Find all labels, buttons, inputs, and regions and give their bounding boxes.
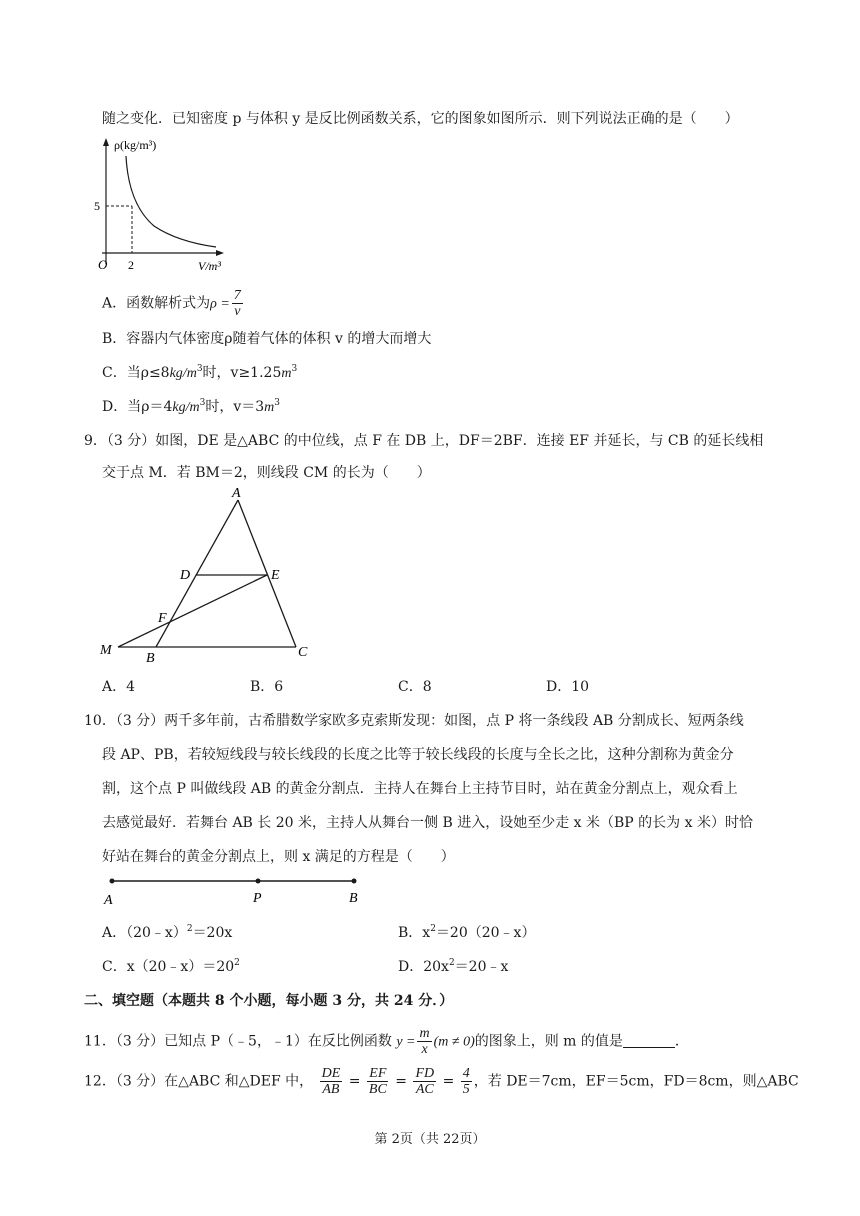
q10-line4: 去感觉最好．若舞台 AB 长 20 米，主持人从舞台一侧 B 进入，设她至少走 x 米（BP 的长为 x 米）时恰 xyxy=(102,815,753,831)
q9-triangle-figure xyxy=(96,484,326,664)
q9-option-a: A．4 xyxy=(102,679,136,695)
label-F: F xyxy=(158,611,167,626)
q8-option-a: A．函数解析式为ρ = $\frac{7}{v}$ xyxy=(102,288,241,319)
q8-option-d: D．当$\rho=4kg/m^3$时，$v=3m^3$ xyxy=(102,398,281,415)
graph-origin: O xyxy=(98,257,108,272)
graph-xlabel: V/m³ xyxy=(198,259,221,273)
q10-option-c: C．$x(20﹣x)=20^2$ xyxy=(102,958,240,975)
q11-answer-blank[interactable] xyxy=(623,1033,675,1048)
section-heading: 二、填空题（本题共 8 个小题，每小题 3 分，共 24 分．） xyxy=(84,993,454,1009)
q9-option-c: C．8 xyxy=(398,679,432,695)
q10-option-d: D．$20x^2=20﹣x$ xyxy=(398,958,509,975)
q9-option-d: D．10 xyxy=(546,679,590,695)
q8-stem-tail: 随之变化．已知密度 p 与体积 y 是反比例函数关系，它的图象如图所示．则下列说法正确的是（ ） xyxy=(102,111,739,127)
q12: 12．（3 分）在△ABC 和△DEF 中， $\frac{DE}{AB}$ = $\frac{EF}{BC}$ = $\frac{FD}{AC}$ = $\frac{4}{5}$ ，若 DE＝7cm，EF＝5cm，FD＝8cm，则△ABC xyxy=(84,1066,799,1097)
graph-ytick: 5 xyxy=(94,199,100,213)
q8-inverse-graph xyxy=(94,134,238,274)
graph-ylabel: ρ(kg/m³) xyxy=(114,138,157,152)
q10-option-a: A．（20﹣x）$^2$＝20x xyxy=(102,924,233,941)
q8-option-c: C．当$\rho\le 8kg/m^3$时，$v\ge 1.25m^3$ xyxy=(102,364,298,381)
q10-line5: 好站在舞台的黄金分割点上，则 x 满足的方程是（ ） xyxy=(102,849,455,865)
label-M: M xyxy=(100,643,112,658)
seg-label-B: B xyxy=(349,891,358,906)
q9-line2: 交于点 M．若 BM＝2，则线段 CM 的长为（ ） xyxy=(102,465,431,481)
q8-option-b: B．容器内气体密度ρ随着气体的体积 v 的增大而增大 xyxy=(102,331,432,347)
q10-segment-figure xyxy=(100,874,370,908)
seg-label-A: A xyxy=(104,893,113,908)
q10-line2: 段 AP、PB，若较短线段与较长线段的长度之比等于较长线段的长度与全长之比，这种分割称为黄金分 xyxy=(102,747,734,763)
label-B: B xyxy=(146,651,155,666)
label-E: E xyxy=(271,568,280,583)
q9-option-b: B．6 xyxy=(250,679,284,695)
label-A: A xyxy=(232,486,241,501)
page-footer: 第 2页（共 22页） xyxy=(374,1132,486,1147)
q10-line1: 10．（3 分）两千多年前，古希腊数学家欧多克索斯发现：如图，点 P 将一条线段 AB 分割成长、短两条线 xyxy=(84,713,744,729)
q10-option-b: B．$x^2=20(20﹣x)$ xyxy=(398,924,536,941)
label-D: D xyxy=(180,568,191,583)
q9-line1: 9．（3 分）如图，DE 是△ABC 的中位线，点 F 在 DB 上，DF＝2BF．连接 EF 并延长，与 CB 的延长线相 xyxy=(84,433,764,449)
seg-label-P: P xyxy=(253,891,262,906)
label-C: C xyxy=(298,645,308,660)
q10-line3: 割，这个点 P 叫做线段 AB 的黄金分割点．主持人在舞台上主持节目时，站在黄金分割点上，观众看上 xyxy=(102,781,738,797)
q11: 11．（3 分）已知点 P（﹣5，﹣1）在反比例函数 y = $\frac{m}{x}$ (m ≠ 0)的图象上，则 m 的值是 ． xyxy=(84,1026,689,1057)
graph-xtick: 2 xyxy=(128,258,134,272)
